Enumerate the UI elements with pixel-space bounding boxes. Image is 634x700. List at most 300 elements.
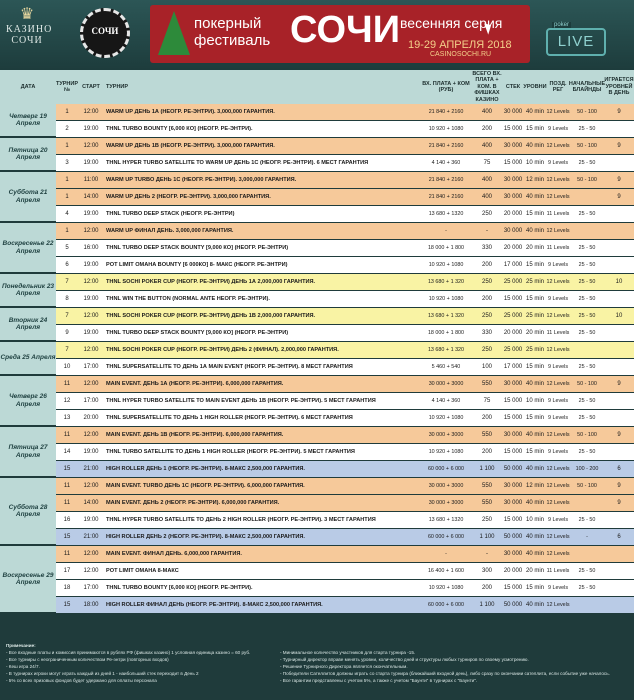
level-duration-cell: 40 min [525, 602, 544, 608]
level-duration-cell: 15 min [525, 364, 544, 370]
blinds-cell: 25 - 50 [578, 296, 596, 302]
buyin-cell: 18 000 + 1 800 [427, 245, 465, 251]
late-reg-cell: 12 Levels [546, 381, 570, 387]
late-reg-cell: 11 Levels [546, 568, 570, 574]
start-time-cell: 19:00 [83, 211, 99, 217]
tournament-number-cell: 11 [63, 551, 71, 557]
level-duration-cell: 15 min [525, 449, 544, 455]
stack-cell: 15 000 [503, 449, 523, 455]
buyin-cell: 18 000 + 1 800 [427, 330, 465, 336]
chips-cell: 330 [481, 330, 492, 336]
level-duration-cell: 20 min [525, 330, 544, 336]
chips-cell: 250 [481, 517, 492, 523]
start-time-cell: 14:00 [83, 500, 99, 506]
late-reg-cell: 12 Levels [546, 109, 570, 115]
date-cell: Четверг 19 Апреля [0, 104, 56, 138]
level-duration-cell: 12 min [525, 483, 544, 489]
chips-cell: 400 [481, 143, 492, 149]
footer-note: - В турнирах игроки могут играть каждый из дней 1 - наибольший стек переходит в День 2 [6, 671, 199, 676]
buyin-cell: 10 920 + 1080 [428, 296, 464, 302]
stack-cell: 20 000 [503, 330, 523, 336]
chips-cell: 400 [481, 177, 492, 183]
start-time-cell: 12:00 [83, 279, 99, 285]
blinds-cell: 25 - 50 [578, 279, 596, 285]
levels-per-day-cell: 6 [617, 534, 621, 540]
tournament-name-cell: THNL TURBO DEEP STACK (НЕОГР. РЕ-ЭНТРИ) [106, 211, 235, 217]
start-time-cell: 12:00 [83, 228, 99, 234]
levels-per-day-cell: 6 [617, 466, 621, 472]
date-cell: Пятница 20 Апреля [0, 138, 56, 172]
date-cell: Четверг 26 Апреля [0, 376, 56, 427]
col-tournament: ТУРНИР [106, 83, 129, 90]
chips-cell: 250 [481, 211, 492, 217]
start-time-cell: 12:00 [83, 568, 99, 574]
col-date: ДАТА [20, 83, 36, 90]
late-reg-cell: 12 Levels [546, 143, 570, 149]
tournament-name-cell: THNL WIN THE BUTTON (NORMAL ANTE НЕОГР. РЕ-ЭНТРИ). [106, 296, 270, 302]
stack-cell: 15 000 [503, 517, 523, 523]
tournament-number-cell: 11 [63, 500, 71, 506]
tournament-number-cell: 12 [63, 398, 71, 404]
tournament-name-cell: POT LIMIT OMAHA BOUNTY [6 000КО] 8- МАКС (НЕОГР. РЕ-ЭНТРИ) [106, 262, 288, 268]
start-time-cell: 21:00 [83, 466, 99, 472]
level-duration-cell: 25 min [525, 279, 544, 285]
levels-per-day-cell [604, 410, 634, 427]
blinds-cell [570, 189, 604, 206]
stack-cell: 30 000 [503, 109, 523, 115]
tournament-number-cell: 13 [63, 415, 71, 421]
footer-note: - Победители Сателлитов должны играть со старта турнира (ближайший входной день), либо сразу по окончании сателлита, если событие уже началось. [280, 671, 610, 676]
level-duration-cell: 15 min [525, 415, 544, 421]
tournament-name-cell: WARM UP ДЕНЬ 2 (НЕОГР. РЕ-ЭНТРИ). 3,000,000 ГАРАНТИЯ. [106, 194, 271, 200]
tournament-number-cell: 18 [63, 585, 71, 591]
buyin-cell: - [445, 228, 447, 234]
blinds-cell [570, 223, 604, 240]
buyin-cell: 21 840 + 2160 [428, 109, 464, 115]
levels-per-day-cell: 10 [615, 313, 623, 319]
blinds-cell: 50 - 100 [577, 432, 597, 438]
late-reg-cell: 12 Levels [546, 483, 570, 489]
buyin-cell: 30 000 + 3000 [428, 483, 464, 489]
levels-per-day-cell: 9 [617, 483, 621, 489]
tournament-name-cell: MAIN EVENT. ФИНАЛ ДЕНЬ. 6,000,000 ГАРАНТИЯ. [106, 551, 242, 557]
tournament-number-cell: 7 [65, 347, 69, 353]
tournament-name-cell: HIGH ROLLER ДЕНЬ 1 (НЕОГР. РЕ-ЭНТРИ). 8-МАКС 2,500,000 ГАРАНТИЯ. [106, 466, 305, 472]
levels-per-day-cell [604, 223, 634, 240]
start-time-cell: 19:00 [83, 160, 99, 166]
blinds-cell: 25 - 50 [578, 211, 596, 217]
start-time-cell: 17:00 [83, 398, 99, 404]
blinds-cell: 50 - 100 [577, 483, 597, 489]
level-duration-cell: 25 min [525, 313, 544, 319]
tournament-name-cell: WARM UP ФИНАЛ ДЕНЬ. 3,000,000 ГАРАНТИЯ. [106, 228, 234, 234]
late-reg-cell: 11 Levels [546, 330, 570, 336]
tournament-number-cell: 15 [63, 602, 71, 608]
chips-cell: 550 [481, 500, 492, 506]
buyin-cell: 13 680 + 1 320 [427, 313, 465, 319]
level-duration-cell: 20 min [525, 245, 544, 251]
casino-sochi-logo [6, 6, 53, 64]
chips-cell: - [486, 551, 488, 557]
date-cell: Вторник 24 Апреля [0, 308, 56, 342]
footer-note: - 5% со всех призовых фондов будет удержано для оплаты персонала [6, 678, 157, 683]
levels-per-day-cell: 10 [615, 279, 623, 285]
blinds-cell: 25 - 50 [578, 245, 596, 251]
late-reg-cell: 12 Levels [546, 534, 570, 540]
col-late-reg: ПОЗД. РЕГ [549, 80, 567, 93]
level-duration-cell: 40 min [525, 194, 544, 200]
blinds-cell: 25 - 50 [578, 364, 596, 370]
late-reg-cell: 12 Levels [546, 602, 570, 608]
late-reg-cell: 11 Levels [546, 211, 570, 217]
buyin-cell: 30 000 + 3000 [428, 500, 464, 506]
footer-title: Примечание: [6, 643, 36, 648]
levels-per-day-cell [604, 206, 634, 223]
tournament-name-cell: THNL SOCHI POKER CUP (НЕОГР. РЕ-ЭНТРИ) ДЕНЬ 2 (ФИНАЛ). 2,000,000 ГАРАНТИЯ. [106, 347, 339, 353]
late-reg-cell: 9 Levels [547, 415, 569, 421]
banner-line-1: покерный [194, 15, 262, 32]
tournament-number-cell: 7 [65, 313, 69, 319]
blinds-cell [570, 495, 604, 512]
live-top-text: poker [554, 22, 570, 28]
tournament-name-cell: WARM UP TURBO ДЕНЬ 1С (НЕОГР. РЕ-ЭНТРИ). 3,000,000 ГАРАНТИЯ. [106, 177, 297, 183]
tournament-name-cell: WARM UP ДЕНЬ 1В (НЕОГР. РЕ-ЭНТРИ). 3,000,000 ГАРАНТИЯ. [106, 143, 275, 149]
chips-cell: 550 [481, 483, 492, 489]
buyin-cell: 16 400 + 1 600 [427, 568, 465, 574]
tournament-number-cell: 17 [63, 568, 71, 574]
level-duration-cell: 12 min [525, 177, 544, 183]
footer-right [280, 649, 630, 684]
buyin-cell: 13 680 + 1 320 [427, 279, 465, 285]
start-time-cell: 19:00 [83, 126, 99, 132]
tournament-number-cell: 3 [65, 160, 69, 166]
late-reg-cell: 12 Levels [546, 432, 570, 438]
tree-icon [158, 11, 190, 55]
buyin-cell: 21 840 + 2160 [428, 194, 464, 200]
start-time-cell: 12:00 [83, 313, 99, 319]
levels-per-day-cell [604, 512, 634, 529]
start-time-cell: 17:00 [83, 585, 99, 591]
chips-cell: - [486, 228, 488, 234]
levels-per-day-cell [604, 359, 634, 376]
late-reg-cell: 12 Levels [546, 551, 570, 557]
blinds-cell: - [586, 534, 588, 540]
buyin-cell: 30 000 + 3000 [428, 432, 464, 438]
blinds-cell: 25 - 50 [578, 585, 596, 591]
tournament-name-cell: THNL TURBO BOUNTY [6,000 КО] (НЕОГР. РЕ-ЭНТРИ). [106, 585, 253, 591]
footer-note: - Все входные платы и комиссия принимаются в рублях РФ (фишках казино) 1 условная единица казино = 60 руб. [6, 650, 251, 655]
levels-per-day-cell: 9 [617, 109, 621, 115]
buyin-cell: 10 920 + 1080 [428, 415, 464, 421]
stack-cell: 15 000 [503, 126, 523, 132]
levels-per-day-cell [604, 325, 634, 342]
col-buyin: ВХ. ПЛАТА + КОМ (РУБ) [422, 80, 470, 93]
blinds-cell: 25 - 50 [578, 330, 596, 336]
tournament-name-cell: THNL SUPERSATELLITE TO ДЕНЬ 1 HIGH ROLLER (НЕОГР. РЕ-ЭНТРИ). 6 МЕСТ ГАРАНТИЯ [106, 415, 353, 421]
levels-per-day-cell: 9 [617, 500, 621, 506]
level-duration-cell: 10 min [525, 398, 544, 404]
blinds-cell: 25 - 50 [578, 415, 596, 421]
stack-cell: 20 000 [503, 211, 523, 217]
chips-cell: 250 [481, 279, 492, 285]
buyin-cell: 10 920 + 1080 [428, 262, 464, 268]
start-time-cell: 17:00 [83, 364, 99, 370]
buyin-cell: 5 460 + 540 [431, 364, 461, 370]
late-reg-cell: 11 Levels [546, 245, 570, 251]
stack-cell: 50 000 [503, 466, 523, 472]
levels-per-day-cell [604, 444, 634, 461]
tournament-name-cell: THNL TURBO DEEP STACK BOUNTY [9,000 КО] (НЕОГР. РЕ-ЭНТРИ) [106, 330, 289, 336]
tournament-number-cell: 9 [65, 330, 69, 336]
tournament-name-cell: MAIN EVENT. ДЕНЬ 2 (НЕОГР. РЕ-ЭНТРИ). 6,000,000 ГАРАНТИЯ. [106, 500, 280, 506]
levels-per-day-cell [604, 580, 634, 597]
banner-title: СОЧИ [290, 9, 401, 51]
tournament-number-cell: 15 [63, 466, 71, 472]
blinds-cell: 25 - 50 [578, 449, 596, 455]
tournament-number-cell: 10 [63, 364, 71, 370]
tournament-number-cell: 11 [63, 381, 71, 387]
stack-cell: 25 000 [503, 347, 523, 353]
tournament-name-cell: THNL HYPER TURBO SATELLITE TO ДЕНЬ 2 HIGH ROLLER (НЕОГР. РЕ-ЭНТРИ). 3 МЕСТ ГАРАНТИЯ [106, 517, 376, 523]
start-time-cell: 11:00 [83, 177, 99, 183]
chips-cell: 300 [481, 568, 492, 574]
start-time-cell: 19:00 [83, 517, 99, 523]
stack-cell: 30 000 [503, 228, 523, 234]
buyin-cell: 13 680 + 1320 [428, 517, 464, 523]
stack-cell: 30 000 [503, 177, 523, 183]
col-start: СТАРТ [82, 83, 100, 90]
blinds-cell [570, 546, 604, 563]
late-reg-cell: 12 Levels [546, 347, 570, 353]
late-reg-cell: 12 Levels [546, 194, 570, 200]
late-reg-cell: 9 Levels [547, 160, 569, 166]
tournament-number-cell: 16 [63, 517, 71, 523]
col-levels: УРОВНИ [523, 83, 547, 90]
level-duration-cell: 40 min [525, 109, 544, 115]
stack-cell: 50 000 [503, 602, 523, 608]
start-time-cell: 12:00 [83, 432, 99, 438]
stack-cell: 17 000 [503, 262, 523, 268]
footer-notes [0, 632, 634, 700]
late-reg-cell: 12 Levels [546, 313, 570, 319]
logo-left-text: КАЗИНО СОЧИ [6, 24, 53, 46]
buyin-cell: 10 920 + 1080 [428, 126, 464, 132]
stack-cell: 50 000 [503, 534, 523, 540]
banner-dates: 19-29 АПРЕЛЯ 2018 [408, 39, 512, 51]
blinds-cell: 25 - 50 [578, 568, 596, 574]
tournament-name-cell: THNL HYPER TURBO SATELLITE TO WARM UP ДЕНЬ 1С (НЕОГР. РЕ-ЭНТРИ). 6 МЕСТ ГАРАНТИЯ [106, 160, 369, 166]
stack-cell: 17 000 [503, 364, 523, 370]
col-played: ИГРАЕТСЯ УРОВНЕЙ В ДЕНЬ [604, 77, 634, 97]
buyin-cell: 10 920 + 1080 [428, 585, 464, 591]
tournament-name-cell: MAIN EVENT. ДЕНЬ 1А (НЕОГР. РЕ-ЭНТРИ). 6,000,000 ГАРАНТИЯ. [106, 381, 284, 387]
start-time-cell: 19:00 [83, 449, 99, 455]
tournament-number-cell: 5 [65, 245, 69, 251]
stack-cell: 30 000 [503, 483, 523, 489]
levels-per-day-cell [604, 257, 634, 274]
late-reg-cell: 9 Levels [547, 398, 569, 404]
buyin-cell: 4 140 + 360 [431, 398, 461, 404]
level-duration-cell: 40 min [525, 534, 544, 540]
stack-cell: 30 000 [503, 143, 523, 149]
start-time-cell: 20:00 [83, 415, 99, 421]
levels-per-day-cell: 9 [617, 143, 621, 149]
buyin-cell: 21 840 + 2160 [428, 177, 464, 183]
tournament-name-cell: MAIN EVENT. ДЕНЬ 1В (НЕОГР. РЕ-ЭНТРИ). 6,000,000 ГАРАНТИЯ. [106, 432, 284, 438]
level-duration-cell: 20 min [525, 568, 544, 574]
start-time-cell: 12:00 [83, 483, 99, 489]
levels-per-day-cell [604, 342, 634, 359]
blinds-cell: 25 - 50 [578, 517, 596, 523]
chips-cell: 1 100 [479, 602, 495, 608]
blinds-cell: 50 - 100 [577, 177, 597, 183]
tournament-number-cell: 11 [63, 432, 71, 438]
stack-cell: 20 000 [503, 245, 523, 251]
footer-note: - Все турниры с неограниченным количеством Ре-энтри (повторных входов) [6, 657, 169, 662]
date-cell: Воскресенье 29 Апреля [0, 546, 56, 614]
footer-note: - Турнирный директор вправе менять уровни, количество дней и структуры любых турниров по своему усмотрению. [280, 657, 529, 662]
level-duration-cell: 15 min [525, 126, 544, 132]
stack-cell: 30 000 [503, 432, 523, 438]
blinds-cell: 25 - 50 [578, 262, 596, 268]
stack-cell: 15 000 [503, 585, 523, 591]
chips-cell: 330 [481, 245, 492, 251]
start-time-cell: 12:00 [83, 109, 99, 115]
buyin-cell: 60 000 + 6 000 [427, 466, 465, 472]
blinds-cell: 50 - 100 [577, 109, 597, 115]
start-time-cell: 12:00 [83, 143, 99, 149]
tournament-name-cell: POT LIMIT OMAHA 8-МАКС [106, 568, 179, 574]
start-time-cell: 18:00 [83, 602, 99, 608]
chips-cell: 250 [481, 313, 492, 319]
start-time-cell: 14:00 [83, 194, 99, 200]
late-reg-cell: 9 Levels [547, 296, 569, 302]
blinds-cell: 50 - 100 [577, 143, 597, 149]
stack-cell: 15 000 [503, 398, 523, 404]
level-duration-cell: 40 min [525, 551, 544, 557]
late-reg-cell: 9 Levels [547, 517, 569, 523]
sochi-chip-logo [80, 8, 130, 58]
date-cell: Суббота 21 Апреля [0, 172, 56, 223]
festival-banner [150, 5, 530, 63]
levels-per-day-cell [604, 240, 634, 257]
crown-icon: ♛ [19, 6, 35, 23]
level-duration-cell: 15 min [525, 211, 544, 217]
chips-cell: 1 100 [479, 466, 495, 472]
late-reg-cell: 9 Levels [547, 364, 569, 370]
levels-per-day-cell: 9 [617, 432, 621, 438]
tournament-name-cell: WARM UP ДЕНЬ 1А (НЕОГР. РЕ-ЭНТРИ). 3,000,000 ГАРАНТИЯ. [106, 109, 275, 115]
chips-cell: 400 [481, 194, 492, 200]
stack-cell: 30 000 [503, 551, 523, 557]
tournament-number-cell: 1 [65, 177, 69, 183]
stack-cell: 30 000 [503, 194, 523, 200]
banner-season: весенняя серия [400, 15, 503, 31]
tournament-name-cell: HIGH ROLLER ДЕНЬ 2 (НЕОГР. РЕ-ЭНТРИ). 8-МАКС 2,500,000 ГАРАНТИЯ. [106, 534, 305, 540]
tournament-name-cell: THNL TURBO DEEP STACK BOUNTY [9,000 КО] (НЕОГР. РЕ-ЭНТРИ) [106, 245, 289, 251]
footer-note: - Все гарантии представлены с учетом 5%, а также с учетом "Баунти" в турнирах с "Баунти". [280, 678, 478, 683]
col-chips: ВСЕГО ВХ. ПЛАТА + КОМ. В ФИШКАХ КАЗИНО [472, 70, 502, 103]
blinds-cell: 50 - 100 [577, 381, 597, 387]
late-reg-cell: 12 Levels [546, 466, 570, 472]
blinds-cell [570, 342, 604, 359]
date-cell: Среда 25 Апреля [0, 342, 56, 376]
start-time-cell: 19:00 [83, 262, 99, 268]
buyin-cell: 30 000 + 3000 [428, 381, 464, 387]
chips-cell: 75 [483, 398, 491, 404]
buyin-cell: 10 920 + 1080 [428, 449, 464, 455]
late-reg-cell: 12 Levels [546, 279, 570, 285]
chips-cell: 200 [481, 415, 492, 421]
tournament-number-cell: 1 [65, 194, 69, 200]
late-reg-cell: 9 Levels [547, 262, 569, 268]
date-cell: Суббота 28 Апреля [0, 478, 56, 546]
banner-line-2: фестиваль [194, 32, 271, 49]
blinds-cell: 100 - 200 [575, 466, 599, 472]
footer-note: - Решение Турнирного Директора является окончательным. [280, 664, 408, 669]
tournament-name-cell: HIGH ROLLER ФИНАЛ ДЕНЬ (НЕОГР. РЕ-ЭНТРИ). 8-МАКС 2,500,000 ГАРАНТИЯ. [106, 602, 323, 608]
stack-cell: 15 000 [503, 296, 523, 302]
tournament-number-cell: 14 [63, 449, 71, 455]
footer-left [6, 642, 306, 684]
late-reg-cell: 9 Levels [547, 126, 569, 132]
levels-per-day-cell [604, 597, 634, 614]
late-reg-cell: 12 Levels [546, 177, 570, 183]
tournament-number-cell: 2 [65, 126, 69, 132]
level-duration-cell: 10 min [525, 517, 544, 523]
chips-cell: 75 [483, 160, 491, 166]
level-duration-cell: 40 min [525, 143, 544, 149]
start-time-cell: 16:00 [83, 245, 99, 251]
tournament-name-cell: MAIN EVENT. TURBO ДЕНЬ 1С (НЕОГР. РЕ-ЭНТРИ). 6,000,000 ГАРАНТИЯ. [106, 483, 305, 489]
chips-cell: 100 [481, 364, 492, 370]
buyin-cell: 60 000 + 6 000 [427, 602, 465, 608]
start-time-cell: 12:00 [83, 381, 99, 387]
logo-mid-text: СОЧИ [91, 26, 119, 36]
start-time-cell: 12:00 [83, 347, 99, 353]
table-header [0, 70, 634, 104]
chips-cell: 250 [481, 347, 492, 353]
start-time-cell: 19:00 [83, 296, 99, 302]
start-time-cell: 21:00 [83, 534, 99, 540]
date-cell: Воскресенье 22 Апреля [0, 223, 56, 274]
level-duration-cell: 10 min [525, 160, 544, 166]
chips-cell: 550 [481, 381, 492, 387]
tournament-name-cell: THNL HYPER TURBO SATELLITE TO MAIN EVENT ДЕНЬ 1В (НЕОГР. РЕ-ЭНТРИ). 5 МЕСТ ГАРАНТИЯ [106, 398, 376, 404]
stack-cell: 30 000 [503, 500, 523, 506]
tournament-number-cell: 1 [65, 143, 69, 149]
tournament-name-cell: THNL TURBO SATELLITE TO ДЕНЬ 1 HIGH ROLLER (НЕОГР. РЕ-ЭНТРИ). 5 МЕСТ ГАРАНТИЯ [106, 449, 355, 455]
late-reg-cell: 9 Levels [547, 449, 569, 455]
blinds-cell [570, 597, 604, 614]
stack-cell: 15 000 [503, 415, 523, 421]
col-tournament-number: ТУРНИР № [55, 80, 79, 93]
levels-per-day-cell [604, 155, 634, 172]
chips-cell: 200 [481, 585, 492, 591]
header [0, 0, 634, 70]
tournament-number-cell: 15 [63, 534, 71, 540]
buyin-cell: - [445, 551, 447, 557]
chips-cell: 550 [481, 432, 492, 438]
level-duration-cell: 15 min [525, 296, 544, 302]
levels-per-day-cell [604, 291, 634, 308]
start-time-cell: 12:00 [83, 551, 99, 557]
level-duration-cell: 40 min [525, 381, 544, 387]
tournament-name-cell: THNL SOCHI POKER CUP (НЕОГР. РЕ-ЭНТРИ) ДЕНЬ 1В 2,000,000 ГАРАНТИЯ. [106, 313, 316, 319]
late-reg-cell: 12 Levels [546, 500, 570, 506]
late-reg-cell: 12 Levels [546, 228, 570, 234]
tournament-number-cell: 11 [63, 483, 71, 489]
